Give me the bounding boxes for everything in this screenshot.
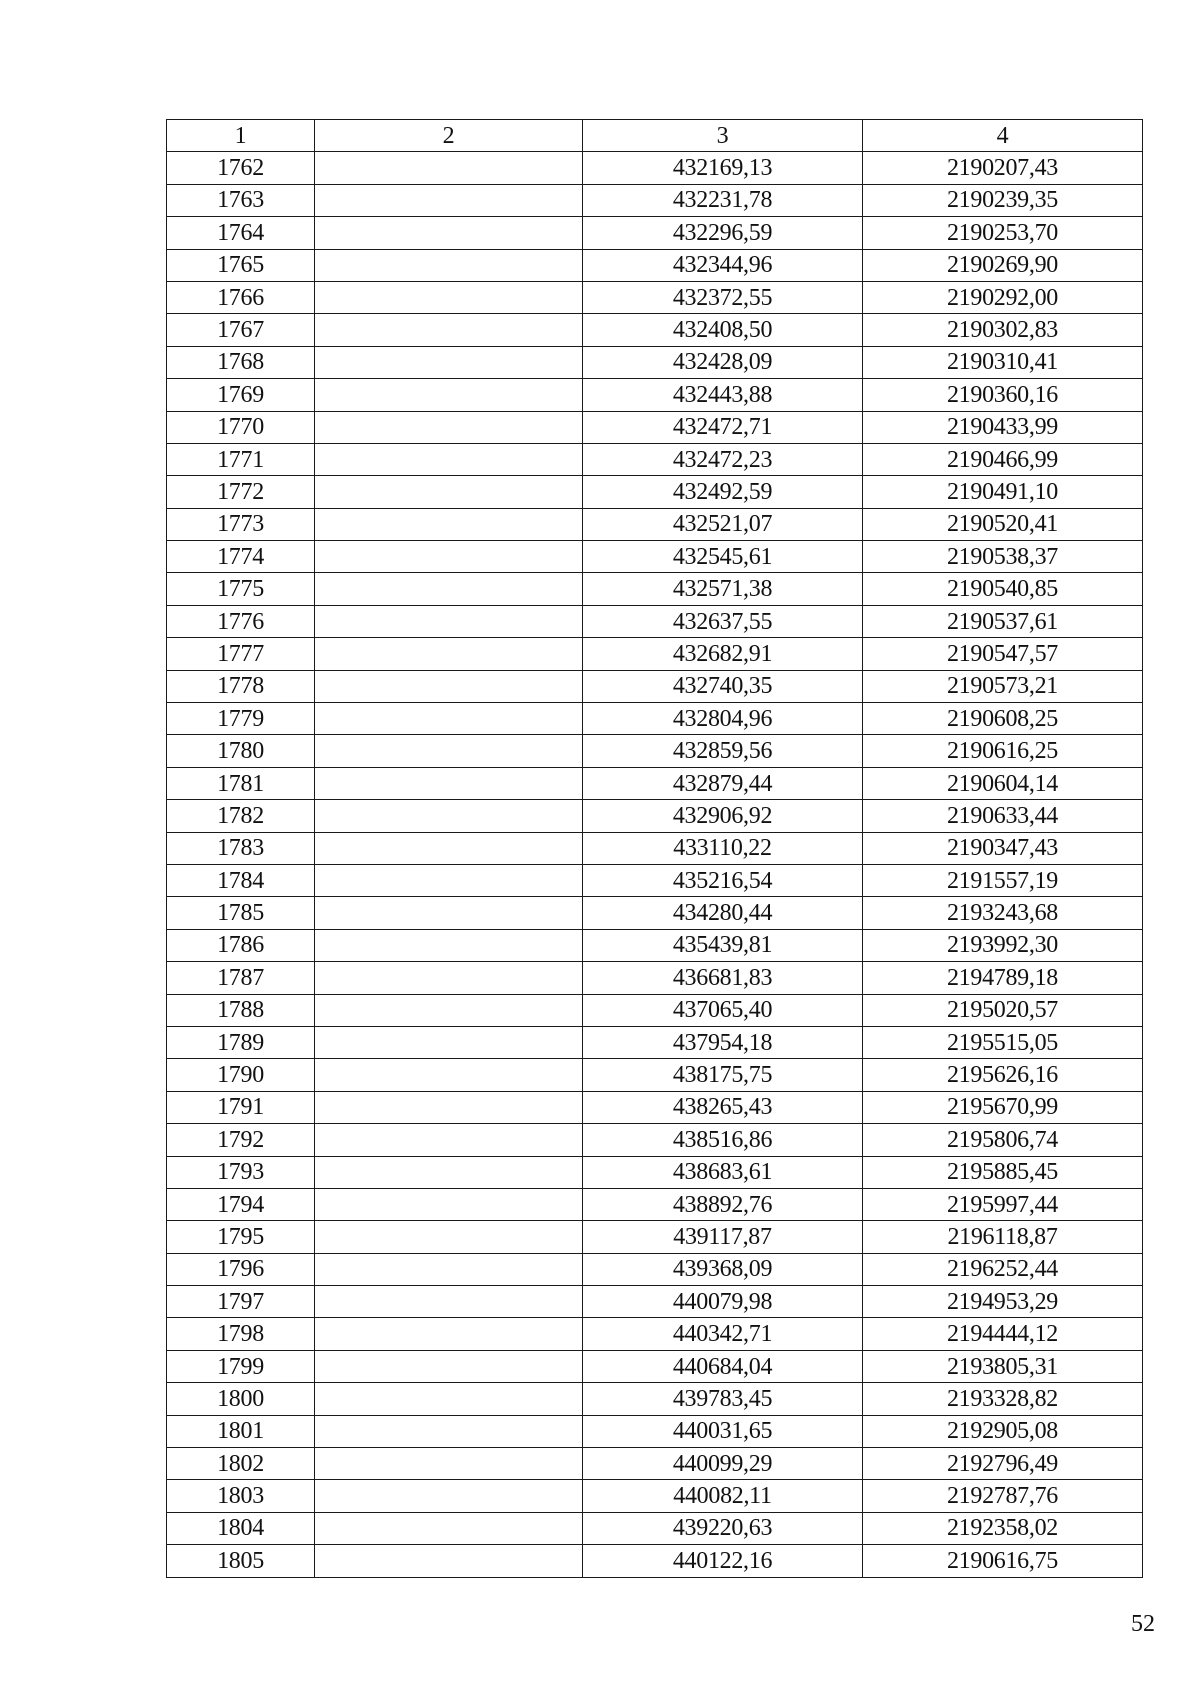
y-coordinate-cell: 2193992,30 [863,929,1143,961]
x-coordinate-cell: 438516,86 [583,1124,863,1156]
point-number-cell: 1772 [167,476,315,508]
x-coordinate-cell: 440684,04 [583,1350,863,1382]
table-row [167,1253,1143,1285]
point-number-cell: 1767 [167,314,315,346]
table-row [167,1415,1143,1447]
point-number-cell: 1799 [167,1350,315,1382]
table-row [167,1286,1143,1318]
x-coordinate-cell: 432472,23 [583,443,863,475]
point-number-cell: 1794 [167,1188,315,1220]
point-number-cell: 1783 [167,832,315,864]
column-2-cell [315,281,583,313]
y-coordinate-cell: 2195626,16 [863,1059,1143,1091]
column-2-cell [315,379,583,411]
x-coordinate-cell: 432804,96 [583,703,863,735]
table-row [167,152,1143,184]
table-row [167,1512,1143,1544]
y-coordinate-cell: 2190207,43 [863,152,1143,184]
y-coordinate-cell: 2190491,10 [863,476,1143,508]
y-coordinate-cell: 2190347,43 [863,832,1143,864]
x-coordinate-cell: 432231,78 [583,184,863,216]
point-number-cell: 1770 [167,411,315,443]
column-2-cell [315,735,583,767]
y-coordinate-cell: 2190608,25 [863,703,1143,735]
table-row [167,897,1143,929]
point-number-cell: 1777 [167,638,315,670]
x-coordinate-cell: 432571,38 [583,573,863,605]
table-row [167,249,1143,281]
y-coordinate-cell: 2194444,12 [863,1318,1143,1350]
point-number-cell: 1784 [167,864,315,896]
y-coordinate-cell: 2190520,41 [863,508,1143,540]
point-number-cell: 1773 [167,508,315,540]
point-number-cell: 1765 [167,249,315,281]
y-coordinate-cell: 2195020,57 [863,994,1143,1026]
point-number-cell: 1791 [167,1091,315,1123]
y-coordinate-cell: 2190573,21 [863,670,1143,702]
column-2-cell [315,1480,583,1512]
y-coordinate-cell: 2190302,83 [863,314,1143,346]
y-coordinate-cell: 2190616,75 [863,1545,1143,1577]
y-coordinate-cell: 2195515,05 [863,1026,1143,1058]
x-coordinate-cell: 438175,75 [583,1059,863,1091]
table-row [167,379,1143,411]
column-2-cell [315,184,583,216]
table-row [167,767,1143,799]
x-coordinate-cell: 432472,71 [583,411,863,443]
column-2-cell [315,767,583,799]
point-number-cell: 1790 [167,1059,315,1091]
point-number-cell: 1792 [167,1124,315,1156]
x-coordinate-cell: 440122,16 [583,1545,863,1577]
column-header-3: 3 [583,120,863,152]
x-coordinate-cell: 432859,56 [583,735,863,767]
table-body [167,152,1143,1577]
coordinates-table [166,119,1143,1578]
x-coordinate-cell: 435439,81 [583,929,863,961]
x-coordinate-cell: 439220,63 [583,1512,863,1544]
table-row [167,670,1143,702]
y-coordinate-cell: 2190239,35 [863,184,1143,216]
point-number-cell: 1775 [167,573,315,605]
x-coordinate-cell: 440079,98 [583,1286,863,1318]
column-2-cell [315,897,583,929]
table-row [167,962,1143,994]
x-coordinate-cell: 432492,59 [583,476,863,508]
x-coordinate-cell: 438683,61 [583,1156,863,1188]
column-2-cell [315,1188,583,1220]
x-coordinate-cell: 432740,35 [583,670,863,702]
y-coordinate-cell: 2190292,00 [863,281,1143,313]
y-coordinate-cell: 2190269,90 [863,249,1143,281]
point-number-cell: 1778 [167,670,315,702]
table-row [167,1448,1143,1480]
table-row [167,1156,1143,1188]
y-coordinate-cell: 2191557,19 [863,864,1143,896]
y-coordinate-cell: 2195670,99 [863,1091,1143,1123]
x-coordinate-cell: 432443,88 [583,379,863,411]
table-row [167,346,1143,378]
y-coordinate-cell: 2190466,99 [863,443,1143,475]
point-number-cell: 1803 [167,1480,315,1512]
column-2-cell [315,1545,583,1577]
table-row [167,864,1143,896]
column-2-cell [315,1156,583,1188]
table-row [167,541,1143,573]
column-2-cell [315,508,583,540]
column-2-cell [315,832,583,864]
point-number-cell: 1797 [167,1286,315,1318]
x-coordinate-cell: 435216,54 [583,864,863,896]
x-coordinate-cell: 437065,40 [583,994,863,1026]
table-row [167,703,1143,735]
y-coordinate-cell: 2195885,45 [863,1156,1143,1188]
x-coordinate-cell: 432879,44 [583,767,863,799]
table-row [167,1124,1143,1156]
table-row [167,443,1143,475]
x-coordinate-cell: 439783,45 [583,1383,863,1415]
column-2-cell [315,411,583,443]
column-2-cell [315,249,583,281]
column-2-cell [315,1415,583,1447]
table-row [167,929,1143,961]
point-number-cell: 1802 [167,1448,315,1480]
point-number-cell: 1805 [167,1545,315,1577]
table-row [167,1091,1143,1123]
column-2-cell [315,962,583,994]
column-2-cell [315,1383,583,1415]
y-coordinate-cell: 2190253,70 [863,217,1143,249]
column-2-cell [315,864,583,896]
x-coordinate-cell: 432344,96 [583,249,863,281]
point-number-cell: 1793 [167,1156,315,1188]
column-2-cell [315,1253,583,1285]
table-row [167,605,1143,637]
y-coordinate-cell: 2196252,44 [863,1253,1143,1285]
column-2-cell [315,443,583,475]
y-coordinate-cell: 2192796,49 [863,1448,1143,1480]
x-coordinate-cell: 434280,44 [583,897,863,929]
x-coordinate-cell: 432545,61 [583,541,863,573]
y-coordinate-cell: 2193328,82 [863,1383,1143,1415]
x-coordinate-cell: 440082,11 [583,1480,863,1512]
column-2-cell [315,217,583,249]
point-number-cell: 1782 [167,800,315,832]
column-2-cell [315,703,583,735]
column-2-cell [315,573,583,605]
table-row [167,1480,1143,1512]
table-row [167,735,1143,767]
point-number-cell: 1762 [167,152,315,184]
table-row [167,800,1143,832]
x-coordinate-cell: 439368,09 [583,1253,863,1285]
y-coordinate-cell: 2195806,74 [863,1124,1143,1156]
y-coordinate-cell: 2193243,68 [863,897,1143,929]
column-2-cell [315,1026,583,1058]
table-row [167,994,1143,1026]
column-2-cell [315,476,583,508]
y-coordinate-cell: 2190537,61 [863,605,1143,637]
y-coordinate-cell: 2190360,16 [863,379,1143,411]
y-coordinate-cell: 2192905,08 [863,1415,1143,1447]
column-2-cell [315,1318,583,1350]
table-row [167,1059,1143,1091]
y-coordinate-cell: 2190433,99 [863,411,1143,443]
y-coordinate-cell: 2192787,76 [863,1480,1143,1512]
point-number-cell: 1780 [167,735,315,767]
y-coordinate-cell: 2190633,44 [863,800,1143,832]
column-2-cell [315,994,583,1026]
table-row [167,314,1143,346]
x-coordinate-cell: 440031,65 [583,1415,863,1447]
column-2-cell [315,346,583,378]
column-2-cell [315,1350,583,1382]
point-number-cell: 1763 [167,184,315,216]
table-header-row [167,120,1143,152]
y-coordinate-cell: 2190604,14 [863,767,1143,799]
point-number-cell: 1781 [167,767,315,799]
x-coordinate-cell: 440099,29 [583,1448,863,1480]
y-coordinate-cell: 2194789,18 [863,962,1143,994]
x-coordinate-cell: 438892,76 [583,1188,863,1220]
x-coordinate-cell: 432906,92 [583,800,863,832]
point-number-cell: 1764 [167,217,315,249]
x-coordinate-cell: 439117,87 [583,1221,863,1253]
x-coordinate-cell: 432169,13 [583,152,863,184]
y-coordinate-cell: 2190616,25 [863,735,1143,767]
x-coordinate-cell: 432428,09 [583,346,863,378]
x-coordinate-cell: 432521,07 [583,508,863,540]
x-coordinate-cell: 432682,91 [583,638,863,670]
table-row [167,508,1143,540]
table-row [167,217,1143,249]
point-number-cell: 1774 [167,541,315,573]
column-header-2: 2 [315,120,583,152]
table-row [167,1188,1143,1220]
table-row [167,638,1143,670]
y-coordinate-cell: 2192358,02 [863,1512,1143,1544]
column-2-cell [315,1512,583,1544]
x-coordinate-cell: 437954,18 [583,1026,863,1058]
column-2-cell [315,314,583,346]
table-row [167,1545,1143,1577]
y-coordinate-cell: 2190310,41 [863,346,1143,378]
table-row [167,1350,1143,1382]
column-2-cell [315,1059,583,1091]
point-number-cell: 1795 [167,1221,315,1253]
point-number-cell: 1804 [167,1512,315,1544]
y-coordinate-cell: 2190547,57 [863,638,1143,670]
column-2-cell [315,800,583,832]
point-number-cell: 1800 [167,1383,315,1415]
column-2-cell [315,541,583,573]
point-number-cell: 1787 [167,962,315,994]
point-number-cell: 1796 [167,1253,315,1285]
table-row [167,573,1143,605]
point-number-cell: 1779 [167,703,315,735]
x-coordinate-cell: 432637,55 [583,605,863,637]
column-header-4: 4 [863,120,1143,152]
column-2-cell [315,638,583,670]
table-row [167,411,1143,443]
x-coordinate-cell: 432296,59 [583,217,863,249]
y-coordinate-cell: 2196118,87 [863,1221,1143,1253]
column-2-cell [315,1091,583,1123]
point-number-cell: 1789 [167,1026,315,1058]
y-coordinate-cell: 2195997,44 [863,1188,1143,1220]
table-row [167,476,1143,508]
point-number-cell: 1766 [167,281,315,313]
page-number: 52 [1131,1611,1155,1637]
column-2-cell [315,605,583,637]
table-row [167,1026,1143,1058]
column-2-cell [315,152,583,184]
x-coordinate-cell: 436681,83 [583,962,863,994]
y-coordinate-cell: 2190540,85 [863,573,1143,605]
x-coordinate-cell: 432408,50 [583,314,863,346]
y-coordinate-cell: 2194953,29 [863,1286,1143,1318]
x-coordinate-cell: 438265,43 [583,1091,863,1123]
column-2-cell [315,1286,583,1318]
point-number-cell: 1771 [167,443,315,475]
table-row [167,281,1143,313]
y-coordinate-cell: 2193805,31 [863,1350,1143,1382]
point-number-cell: 1785 [167,897,315,929]
table-row [167,1318,1143,1350]
point-number-cell: 1798 [167,1318,315,1350]
point-number-cell: 1769 [167,379,315,411]
column-2-cell [315,670,583,702]
point-number-cell: 1801 [167,1415,315,1447]
y-coordinate-cell: 2190538,37 [863,541,1143,573]
table-row [167,1221,1143,1253]
x-coordinate-cell: 440342,71 [583,1318,863,1350]
x-coordinate-cell: 432372,55 [583,281,863,313]
table-row [167,832,1143,864]
column-2-cell [315,1124,583,1156]
column-header-1: 1 [167,120,315,152]
point-number-cell: 1776 [167,605,315,637]
column-2-cell [315,1448,583,1480]
column-2-cell [315,929,583,961]
point-number-cell: 1768 [167,346,315,378]
point-number-cell: 1786 [167,929,315,961]
x-coordinate-cell: 433110,22 [583,832,863,864]
table-row [167,1383,1143,1415]
column-2-cell [315,1221,583,1253]
point-number-cell: 1788 [167,994,315,1026]
table-row [167,184,1143,216]
